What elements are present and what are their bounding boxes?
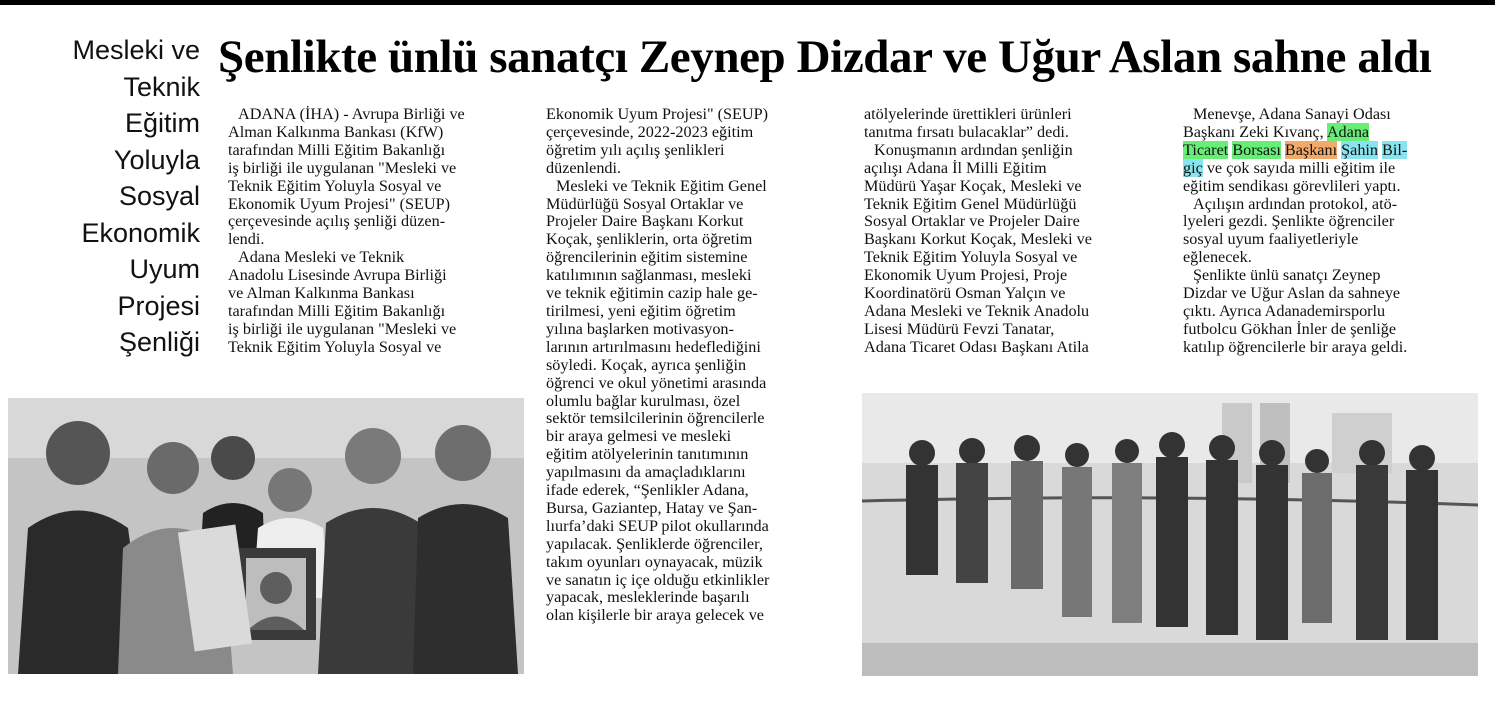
kicker-line: Şenliği <box>118 327 200 357</box>
text-line: ve Alman Kalkınma Bankası <box>228 284 415 303</box>
paragraph <box>864 106 1159 142</box>
article-column-2 <box>546 106 841 625</box>
paragraph <box>1183 267 1483 357</box>
text-line: Anadolu Lisesinde Avrupa Birliği <box>228 266 447 285</box>
text-line: iş birliği ile uygulanan "Mesleki ve <box>228 158 457 177</box>
text-line: çerçevesinde, 2022-2023 eğitim <box>546 122 754 141</box>
text-line: Müdürlüğü Sosyal Ortaklar ve <box>546 194 744 213</box>
paragraph <box>1183 106 1483 196</box>
highlight-borsasi: Borsası <box>1232 140 1281 159</box>
text-line: yapacak, mesleklerinde başarılı <box>546 588 750 607</box>
highlight-gic: giç <box>1183 158 1203 177</box>
text-line: öğrenci ve okul yönetimi arasında <box>546 373 767 392</box>
text-line: öğretim yılı açılış şenlikleri <box>546 140 725 159</box>
text-line: yılına başlarken motivasyon- <box>546 319 734 338</box>
text-line: iş birliği ile uygulanan "Mesleki ve <box>228 319 457 338</box>
text-line: çerçevesinde açılış şenliği düzen- <box>228 212 446 231</box>
text-line: Müdürü Yaşar Koçak, Mesleki ve <box>864 176 1082 195</box>
text-line: lıurfa’daki SEUP pilot okullarında <box>546 516 769 535</box>
text-line: Adana Mesleki ve Teknik Anadolu <box>864 301 1090 320</box>
text-line: Şenlikte ünlü sanatçı Zeynep <box>1193 266 1381 285</box>
kicker-line: Uyum <box>129 254 200 284</box>
text-line: sektör temsilcilerinin öğrencilerle <box>546 409 765 428</box>
text-line: düzenlendi. <box>546 158 622 177</box>
text-line: larının artırılmasını hedeflediğini <box>546 337 761 356</box>
text-line: Projeler Daire Başkanı Korkut <box>546 212 744 231</box>
text-fragment: Başkanı Zeki Kıvanç, <box>1183 122 1327 141</box>
headline: Şenlikte ünlü sanatçı Zeynep Dizdar ve Uğur Aslan sahne aldı <box>218 31 1432 83</box>
news-photo-portrait-presentation <box>8 398 524 674</box>
text-line: Açılışın ardından protokol, atö- <box>1193 194 1398 213</box>
news-photo-ribbon-cutting <box>862 393 1478 676</box>
kicker-line: Mesleki ve <box>72 35 200 65</box>
text-line: lendi. <box>228 230 265 249</box>
text-line: olan kişilerle bir araya gelecek ve <box>546 606 764 625</box>
text-line: katılımının sağlanması, mesleki <box>546 266 752 285</box>
text-line: tarafından Milli Eğitim Bakanlığı <box>228 301 446 320</box>
text-line: Bursa, Gaziantep, Hatay ve Şan- <box>546 498 758 517</box>
article-column-4 <box>1183 106 1483 357</box>
text-fragment: ve çok sayıda milli eğitim ile <box>1202 158 1396 177</box>
text-line: tanıtma fırsatı bulacaklar” dedi. <box>864 122 1069 141</box>
text-line: Ekonomik Uyum Projesi" (SEUP) <box>228 194 450 213</box>
photo-illustration <box>862 393 1478 676</box>
text-line: ve sanatın iç içe olduğu etkinlikler <box>546 570 770 589</box>
text-line: Mesleki ve Teknik Eğitim Genel <box>556 176 767 195</box>
paragraph <box>546 106 841 178</box>
text-line: futbolcu Gökhan İnler de şenliğe <box>1183 319 1397 338</box>
text-line: ADANA (İHA) - Avrupa Birliği ve <box>238 105 465 123</box>
text-line: Koordinatörü Osman Yalçın ve <box>864 284 1066 303</box>
text-line: Adana Ticaret Odası Başkanı Atila <box>864 337 1089 356</box>
text-line: atölyelerinde ürettikleri ürünleri <box>864 105 1072 123</box>
kicker-line: Projesi <box>117 290 200 321</box>
paragraph <box>228 249 523 356</box>
text-line: çıktı. Ayrıca Adanademirsporlu <box>1183 301 1386 320</box>
text-line: Dizdar ve Uğur Aslan da sahneye <box>1183 284 1401 303</box>
text-line: ve teknik eğitimin cazip hale ge- <box>546 284 758 303</box>
text-line: Lisesi Müdürü Fevzi Tanatar, <box>864 319 1055 338</box>
text-line: Teknik Eğitim Yoluyla Sosyal ve <box>228 337 442 356</box>
text-line: olumlu bağlar kurulması, özel <box>546 391 741 410</box>
paragraph <box>546 178 841 626</box>
text-line: Teknik Eğitim Yoluyla Sosyal ve <box>228 176 442 195</box>
text-line: eğitim atölyelerinin tanıtımının <box>546 445 749 464</box>
text-line: Başkanı Korkut Koçak, Mesleki ve <box>864 230 1092 249</box>
text-line: Menevşe, Adana Sanayi Odası <box>1193 105 1391 123</box>
paragraph <box>1183 196 1483 268</box>
text-line: tarafından Milli Eğitim Bakanlığı <box>228 140 446 159</box>
article-column-1 <box>228 106 523 357</box>
kicker <box>50 32 200 361</box>
text-line: Konuşmanın ardından şenliğin <box>874 140 1073 159</box>
text-line: Teknik Eğitim Yoluyla Sosyal ve <box>864 248 1078 267</box>
text-line: yapılmasını da amaçladıklarını <box>546 463 746 482</box>
text-line: ifade ederek, “Şenlikler Adana, <box>546 481 749 500</box>
text-line: tirilmesi, yeni eğitim öğretim <box>546 301 736 320</box>
text-line: lyeleri gezdi. Şenlikte öğrenciler <box>1183 212 1395 231</box>
text-line <box>1183 142 1483 160</box>
highlight-ticaret: Ticaret <box>1183 140 1229 159</box>
kicker-line: Sosyal <box>118 181 200 211</box>
kicker-line: Ekonomik <box>81 217 200 248</box>
text-line: eğitim sendikası görevlileri yaptı. <box>1183 176 1401 195</box>
text-line: açılışı Adana İl Milli Eğitim <box>864 158 1047 177</box>
text-line: takım oyunları oynayacak, müzik <box>546 552 763 571</box>
text-line: bir araya gelmesi ve mesleki <box>546 427 732 446</box>
paragraph <box>864 142 1159 357</box>
text-line: eğlenecek. <box>1183 248 1252 267</box>
article-column-3 <box>864 106 1159 357</box>
text-line: yapılacak. Şenliklerde öğrenciler, <box>546 534 763 553</box>
paragraph <box>228 106 523 249</box>
kicker-line: Yoluyla <box>113 144 200 175</box>
highlight-sahin: Şahin <box>1341 140 1378 159</box>
text-line: Teknik Eğitim Genel Müdürlüğü <box>864 194 1077 213</box>
text-line: sosyal uyum faaliyetleriyle <box>1183 230 1359 249</box>
text-line <box>1183 124 1483 142</box>
text-line: Ekonomik Uyum Projesi, Proje <box>864 266 1068 285</box>
kicker-line: Eğitim <box>124 108 200 138</box>
text-line: Ekonomik Uyum Projesi" (SEUP) <box>546 105 768 123</box>
text-line: Sosyal Ortaklar ve Projeler Daire <box>864 212 1080 231</box>
highlight-bil: Bil- <box>1382 140 1408 159</box>
text-line: öğrencilerinin eğitim sistemine <box>546 248 748 267</box>
text-line: Adana Mesleki ve Teknik <box>238 248 405 267</box>
text-line: katılıp öğrencilerle bir araya geldi. <box>1183 337 1408 356</box>
text-line: söyledi. Koçak, ayrıca şenliğin <box>546 355 747 374</box>
photo-illustration <box>8 398 524 674</box>
text-line <box>1183 160 1483 178</box>
highlight-baskani: Başkanı <box>1284 140 1338 159</box>
kicker-line: Teknik <box>123 71 200 102</box>
top-rule <box>0 0 1495 5</box>
text-line: Koçak, şenliklerin, orta öğretim <box>546 230 753 249</box>
highlight-adana: Adana <box>1326 122 1370 141</box>
text-line: Alman Kalkınma Bankası (KfW) <box>228 122 444 141</box>
